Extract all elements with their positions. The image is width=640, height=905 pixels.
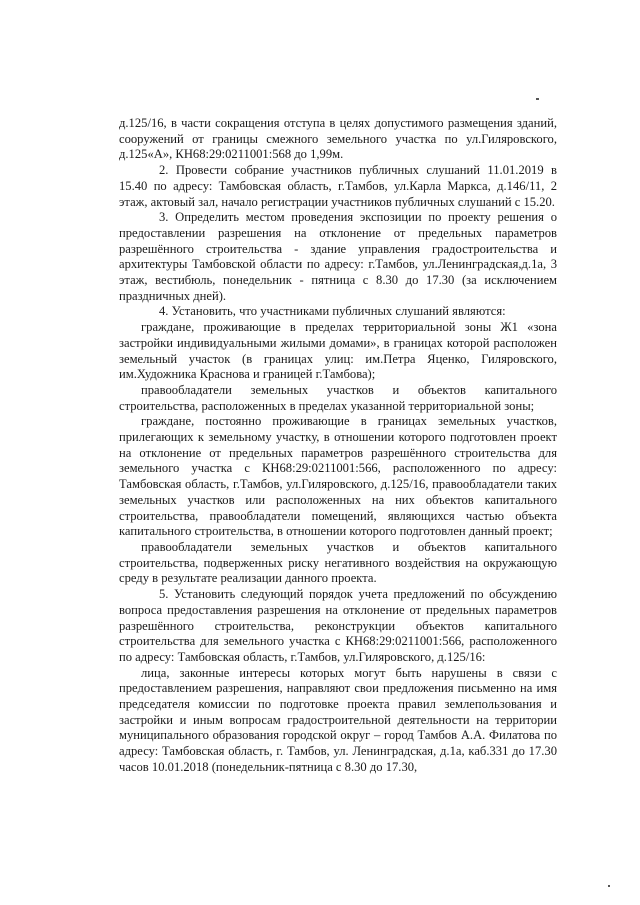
scan-speck — [608, 885, 610, 887]
document-body — [119, 116, 557, 776]
paragraph-item-3: 3. Определить местом проведения экспозиции по проекту решения о предоставлении разрешения на отклонение от предельных параметров разрешённого строительства - здание управления градостроительства и архитектуры Тамбовской области по адресу: г.Тамбов, ул.Ленинградская,д.1а, 3 этаж, вестибюль, понедельник - пятница с 8.30 до 17.30 (за исключением праздничных дней). — [119, 210, 557, 303]
participants-citizens-adjacent: граждане, постоянно проживающие в границах земельных участков, прилегающих к земельному участку, в отношении которого подготовлен проект на отклонение от предельных параметров разрешённого строительства для земельного участка с КН68:29:0211001:566, расположенного по адресу: Тамбовская область, г.Тамбов, ул.Гиляровского, д.125/16, правообладатели таких земельных участков или расположенных на них объектов капитального строительства, правообладатели помещений, являющихся частью объекта капитального строительства, в отношении которого подготовлен данный проект; — [119, 414, 557, 539]
participants-citizens-zone: граждане, проживающие в пределах территориальной зоны Ж1 «зона застройки индивидуальными жилыми домами», в границах которой расположен земельный участок (в границах улиц: им.Петра Яценко, Гиляровского, им.Художника Краснова и границей г.Тамбова); — [119, 320, 557, 382]
paragraph-item-4: 4. Установить, что участниками публичных слушаний являются: — [159, 304, 506, 319]
paragraph-item-5: 5. Установить следующий порядок учета предложений по обсуждению вопроса предоставления разрешения на отклонение от предельных параметров разрешённого строительства, реконструкции объектов капитального строительства для земельного участка с КН68:29:0211001:566, расположенного по адресу: Тамбовская область, г.Тамбов, ул.Гиляровского, д.125/16: — [119, 587, 557, 664]
paragraph-item-2: 2. Провести собрание участников публичных слушаний 11.01.2019 в 15.40 по адресу: Тамбовская область, г.Тамбов, ул.Карла Маркса, д.146/11, 2 этаж, актовый зал, начало регистрации участников публичных слушаний с 15.20. — [119, 163, 557, 209]
participants-rightholders-zone: правообладатели земельных участков и объектов капитального строительства, расположенных в пределах указанной территориальной зоны; — [119, 382, 557, 413]
scan-speck — [536, 98, 539, 100]
proposals-procedure: лица, законные интересы которых могут быть нарушены в связи с предоставлением разрешения, направляют свои предложения письменно на имя председателя комиссии по подготовке проекта правил землепользования и застройки и иным вопросам градостроительной деятельности на территории муниципального образования городской округ – город Тамбов А.А. Филатова по адресу: Тамбовская область, г. Тамбов, ул. Ленинградская, д.1а, каб.331 до 17.30 часов 10.01.2018 (понедельник-пятница с 8.30 до 17.30, — [119, 665, 557, 774]
paragraph-continuation: д.125/16, в части сокращения отступа в целях допустимого размещения зданий, сооружений от границы смежного земельного участка по ул.Гиляровского, д.125«А», КН68:29:0211001:568 до 1,99м. — [119, 116, 557, 162]
participants-rightholders-risk: правообладатели земельных участков и объектов капитального строительства, подверженных риску негативного воздействия на окружающую среду в результате реализации данного проекта. — [119, 539, 557, 586]
